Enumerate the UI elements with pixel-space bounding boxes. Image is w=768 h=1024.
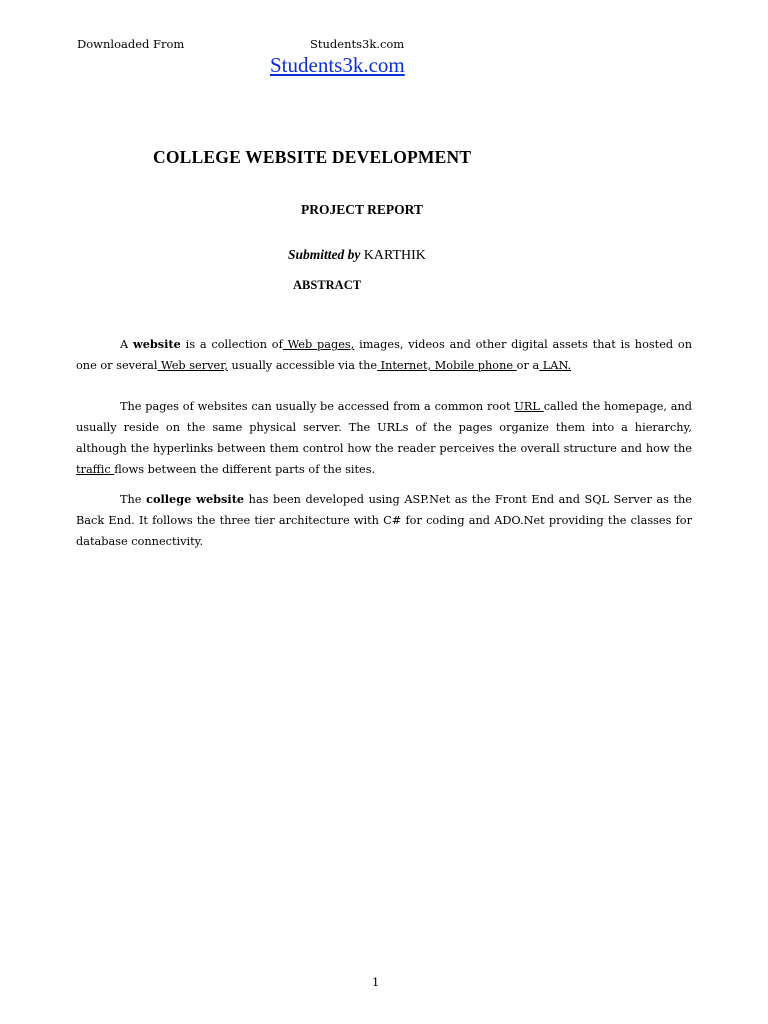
term-college-website: college website — [146, 492, 245, 506]
link-traffic[interactable]: traffic — [76, 463, 115, 476]
submitted-by-line — [288, 247, 426, 264]
report-type: PROJECT REPORT — [301, 202, 423, 217]
link-web-pages[interactable]: Web pages, — [282, 338, 355, 351]
text: is a collection of — [180, 338, 283, 351]
downloaded-from-label: Downloaded From — [77, 37, 185, 51]
submitted-by-label: Submitted by — [288, 247, 361, 262]
text: The — [120, 493, 147, 506]
abstract-heading: ABSTRACT — [293, 278, 362, 292]
page-number: 1 — [372, 975, 380, 989]
document-title: COLLEGE WEBSITE DEVELOPMENT — [153, 147, 472, 167]
term-website: website — [132, 337, 181, 351]
abstract-paragraph-3 — [76, 489, 692, 552]
link-url[interactable]: URL — [514, 400, 544, 413]
link-lan[interactable]: LAN. — [539, 359, 572, 372]
link-web-server[interactable]: Web server, — [157, 359, 228, 372]
text: or a — [516, 359, 540, 372]
text: images, videos and other digital assets that is hosted on one or several — [76, 338, 693, 372]
abstract-paragraph-1 — [76, 334, 692, 376]
text: A — [120, 338, 133, 351]
source-site-link[interactable]: Students3k.com — [270, 53, 405, 77]
text: has been developed using ASP.Net as the Front End and SQL Server as the Back End. It follows the three tier architecture with C# for coding and ADO.Net providing the classes for database connectivity. — [76, 493, 692, 548]
text: called the homepage, and usually reside on the same physical server. The URLs of the pages organize them into a hierarchy, although the hyperlinks between them control how the reader perceives the overall structure and how the — [76, 400, 693, 455]
text: flows between the different parts of the sites. — [114, 463, 376, 476]
author-name: KARTHIK — [363, 248, 426, 263]
abstract-paragraph-2 — [76, 396, 692, 480]
text: usually accessible via the — [227, 359, 378, 372]
link-internet-mobile-phone[interactable]: Internet, Mobile phone — [377, 359, 517, 372]
text: The pages of websites can usually be accessed from a common root — [120, 400, 515, 413]
source-site-label: Students3k.com — [310, 37, 405, 51]
